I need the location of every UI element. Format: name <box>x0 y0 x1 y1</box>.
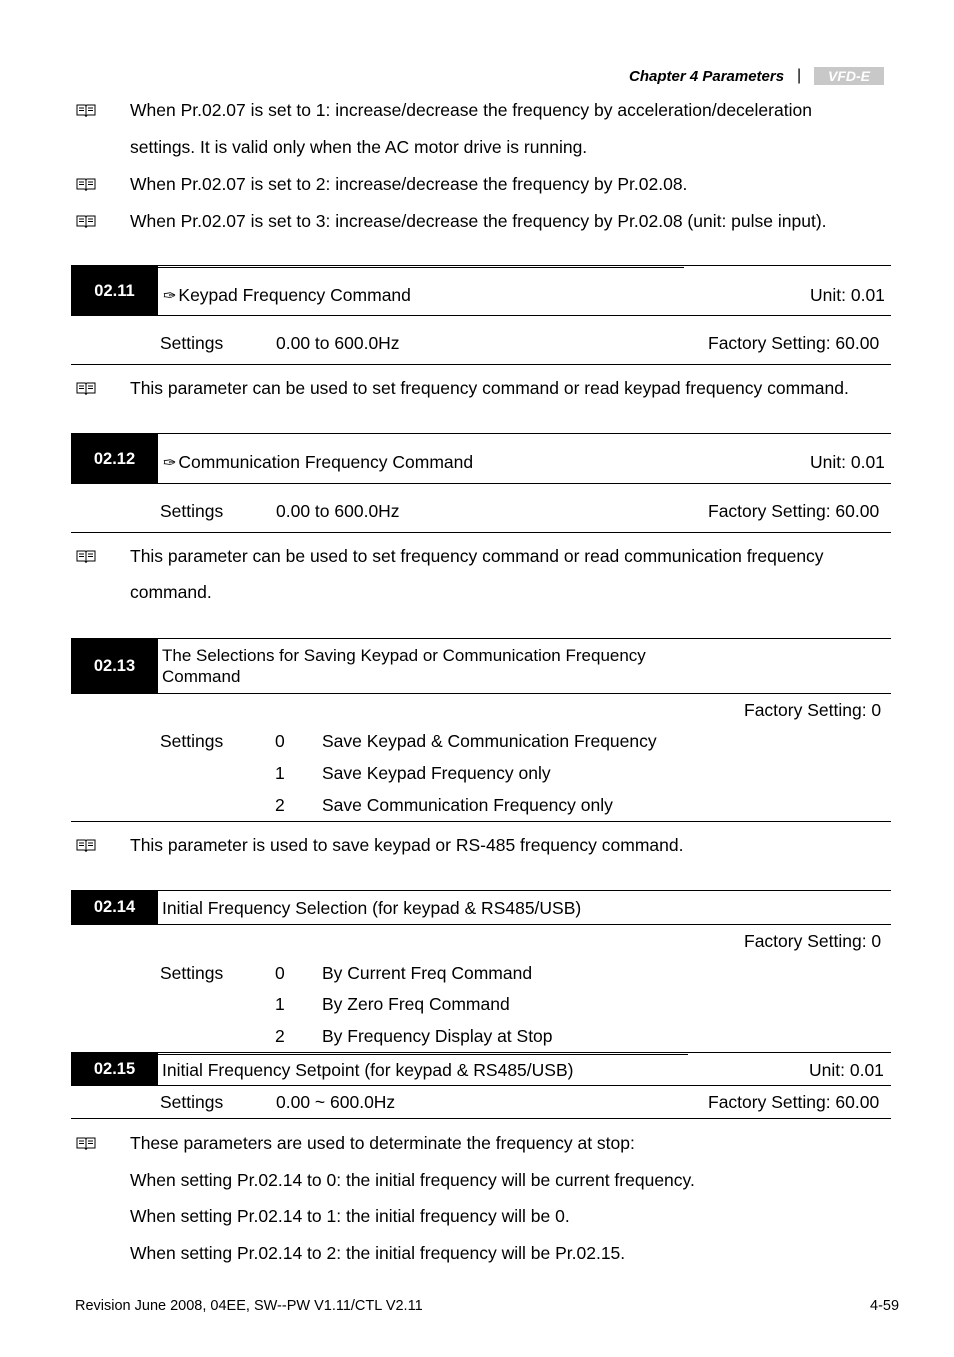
param-code-02-14: 02.14 <box>71 891 158 924</box>
param-unit-02-12: Unit: 0.01 <box>810 452 885 472</box>
settings-label: Settings <box>160 501 224 521</box>
svg-text:VFD-E: VFD-E <box>828 68 870 84</box>
final-note-line: When setting Pr.02.14 to 1: the initial frequency will be 0. <box>130 1206 570 1226</box>
option-value: 1 <box>275 994 285 1014</box>
param-code-02-11: 02.11 <box>71 266 158 316</box>
settings-range-02-15: 0.00 ~ 600.0Hz <box>276 1092 396 1112</box>
final-note-line: When setting Pr.02.14 to 2: the initial frequency will be Pr.02.15. <box>130 1243 626 1263</box>
factory-setting-02-13: Factory Setting: 0 <box>744 700 882 720</box>
book-icon <box>76 213 96 228</box>
option-value: 0 <box>275 963 285 983</box>
settings-label: Settings <box>160 963 224 983</box>
footer-page-number: 4-59 <box>870 1298 900 1314</box>
book-icon <box>76 1135 96 1150</box>
param-title-02-13-line2: Command <box>162 667 241 686</box>
vfd-logo <box>814 67 884 85</box>
chapter-title: Chapter 4 Parameters <box>629 68 785 85</box>
intro-note-2: When Pr.02.07 is set to 2: increase/decrease the frequency by Pr.02.08. <box>130 174 688 194</box>
option-label: Save Communication Frequency only <box>322 795 613 815</box>
intro-note-3: When Pr.02.07 is set to 3: increase/decrease the frequency by Pr.02.08 (unit: pulse input). <box>130 211 827 231</box>
final-note-line: When setting Pr.02.14 to 0: the initial frequency will be current frequency. <box>130 1170 695 1190</box>
param-title-02-11: ✑ Keypad Frequency Command <box>163 285 411 305</box>
note-02-11: This parameter can be used to set frequency command or read keypad frequency command. <box>130 378 849 398</box>
settings-label: Settings <box>160 333 224 353</box>
final-note-lead: These parameters are used to determinate the frequency at stop: <box>130 1133 635 1153</box>
factory-setting-02-12: Factory Setting: 60.00 <box>708 501 880 521</box>
book-icon <box>76 102 96 117</box>
option-label: Save Keypad Frequency only <box>322 763 551 783</box>
option-value: 1 <box>275 763 285 783</box>
book-icon <box>76 380 96 395</box>
param-title-02-14: Initial Frequency Selection (for keypad & RS485/USB) <box>162 898 582 918</box>
param-title-02-13-line1: The Selections for Saving Keypad or Communication Frequency <box>162 646 646 665</box>
note-02-13: This parameter is used to save keypad or RS-485 frequency command. <box>130 835 684 855</box>
note-02-12-line2: command. <box>130 582 212 602</box>
intro-note-1-line2: settings. It is valid only when the AC motor drive is running. <box>130 137 588 157</box>
option-value: 2 <box>275 795 285 815</box>
footer-revision: Revision June 2008, 04EE, SW--PW V1.11/CTL V2.11 <box>75 1298 423 1314</box>
factory-setting-02-15: Factory Setting: 60.00 <box>708 1092 880 1112</box>
factory-setting-02-14: Factory Setting: 0 <box>744 931 882 951</box>
option-label: By Current Freq Command <box>322 963 533 983</box>
param-unit-02-15: Unit: 0.01 <box>809 1060 884 1080</box>
settings-label: Settings <box>160 1092 224 1112</box>
option-label: By Frequency Display at Stop <box>322 1026 553 1046</box>
param-unit-02-11: Unit: 0.01 <box>810 285 885 305</box>
option-label: Save Keypad & Communication Frequency <box>322 731 657 751</box>
factory-setting-02-11: Factory Setting: 60.00 <box>708 333 880 353</box>
settings-range-02-12: 0.00 to 600.0Hz <box>276 501 400 521</box>
book-icon <box>76 548 96 563</box>
note-02-12-line1: This parameter can be used to set frequency command or read communication frequency <box>130 546 824 566</box>
param-title-02-12: ✑ Communication Frequency Command <box>163 452 474 472</box>
param-code-02-15: 02.15 <box>71 1053 158 1085</box>
intro-note-1-line1: When Pr.02.07 is set to 1: increase/decrease the frequency by acceleration/deceleration <box>130 100 812 120</box>
pen-icon: ✑ <box>163 455 177 472</box>
pen-icon: ✑ <box>163 288 177 305</box>
settings-range-02-11: 0.00 to 600.0Hz <box>276 333 400 353</box>
option-label: By Zero Freq Command <box>322 994 510 1014</box>
book-icon <box>76 176 96 191</box>
header-separator: | <box>797 67 802 84</box>
param-code-02-12: 02.12 <box>71 434 158 484</box>
settings-label: Settings <box>160 731 224 751</box>
book-icon <box>76 837 96 852</box>
param-title-02-15: Initial Frequency Setpoint (for keypad & RS485/USB) <box>162 1060 574 1080</box>
param-code-02-13: 02.13 <box>71 639 158 693</box>
option-value: 2 <box>275 1026 285 1046</box>
option-value: 0 <box>275 731 285 751</box>
